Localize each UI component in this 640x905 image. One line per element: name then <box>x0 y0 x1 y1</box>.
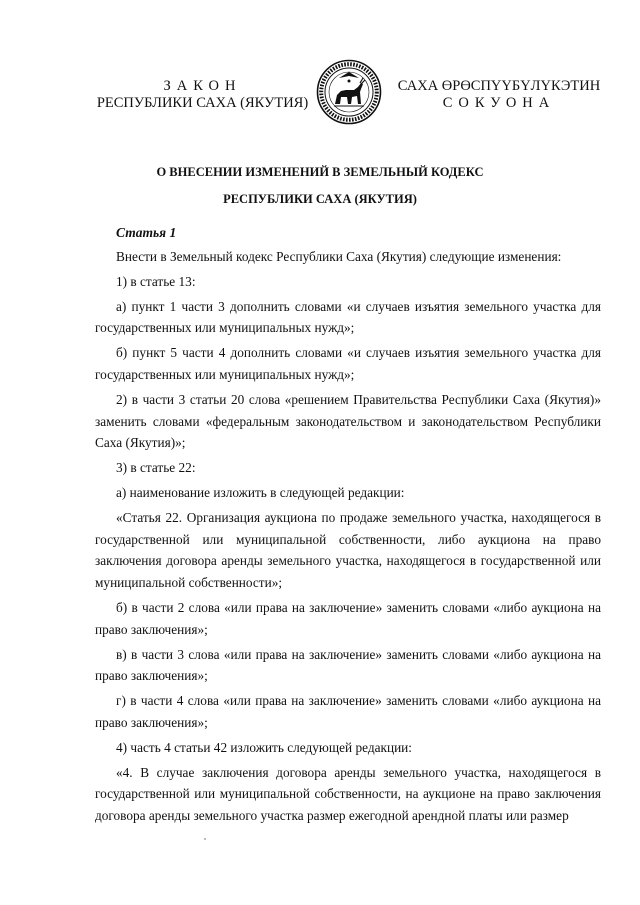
paragraph: а) пункт 1 части 3 дополнить словами «и случаев изъятия земельного участка для государственных или муниципальных нужд»; <box>95 298 601 336</box>
scan-speck <box>204 838 206 840</box>
header-right-line2: СОКУОНА <box>442 95 556 111</box>
paragraph: г) в части 4 слова «или права на заключение» заменить словами «либо аукциона на право заключения»; <box>95 693 601 730</box>
article-heading: Статья 1 <box>116 225 177 240</box>
document-body <box>95 246 601 830</box>
header-left-line1: ЗАКОН <box>163 78 242 94</box>
header-left <box>95 78 310 112</box>
paragraph: Внести в Земельный кодекс Республики Саха (Якутия) следующие изменения: <box>116 249 562 264</box>
paragraph: 1) в статье 13: <box>116 273 196 289</box>
paragraph: б) пункт 5 части 4 дополнить словами «и случаев изъятия земельного участка для государственных или муниципальных нужд»; <box>95 345 601 382</box>
document-title-line1: О ВНЕСЕНИИ ИЗМЕНЕНИЙ В ЗЕМЕЛЬНЫЙ КОДЕКС <box>156 165 484 179</box>
paragraph: «Статья 22. Организация аукциона по продаже земельного участка, находящегося в государственной или муниципальной собственности, либо аукциона на право заключения договора аренды земельного участка, находящегося в государственной или муниципальной собственности»; <box>95 509 601 591</box>
paragraph: 4) часть 4 статьи 42 изложить следующей редакции: <box>116 739 412 755</box>
paragraph: а) наименование изложить в следующей редакции: <box>116 484 405 500</box>
paragraph: б) в части 2 слова «или права на заключение» заменить словами «либо аукциона на право заключения»; <box>95 599 601 637</box>
paragraph: в) в части 3 слова «или права на заключение» заменить словами «либо аукциона на право заключения»; <box>95 646 601 684</box>
header-right-line1: САХА ӨРӨСПҮҮБҮЛҮКЭТИН <box>397 78 601 94</box>
header-left-line2: РЕСПУБЛИКИ САХА (ЯКУТИЯ) <box>96 95 309 111</box>
paragraph: 2) в части 3 статьи 20 слова «решением Правительства Республики Саха (Якутия)» заменить словами «федеральным законодательством и законодательством Республики Саха (Якутия)»; <box>95 391 601 451</box>
coat-of-arms-icon <box>316 59 382 125</box>
document-title-line2: РЕСПУБЛИКИ САХА (ЯКУТИЯ) <box>223 192 417 206</box>
paragraph: 3) в статье 22: <box>116 460 196 476</box>
header-right <box>388 78 610 112</box>
paragraph: «4. В случае заключения договора аренды земельного участка, находящегося в государственной или муниципальной собственности, на аукционе на право заключения договора аренды земельного участка размер ежегодной арендной платы или размер <box>95 764 601 824</box>
